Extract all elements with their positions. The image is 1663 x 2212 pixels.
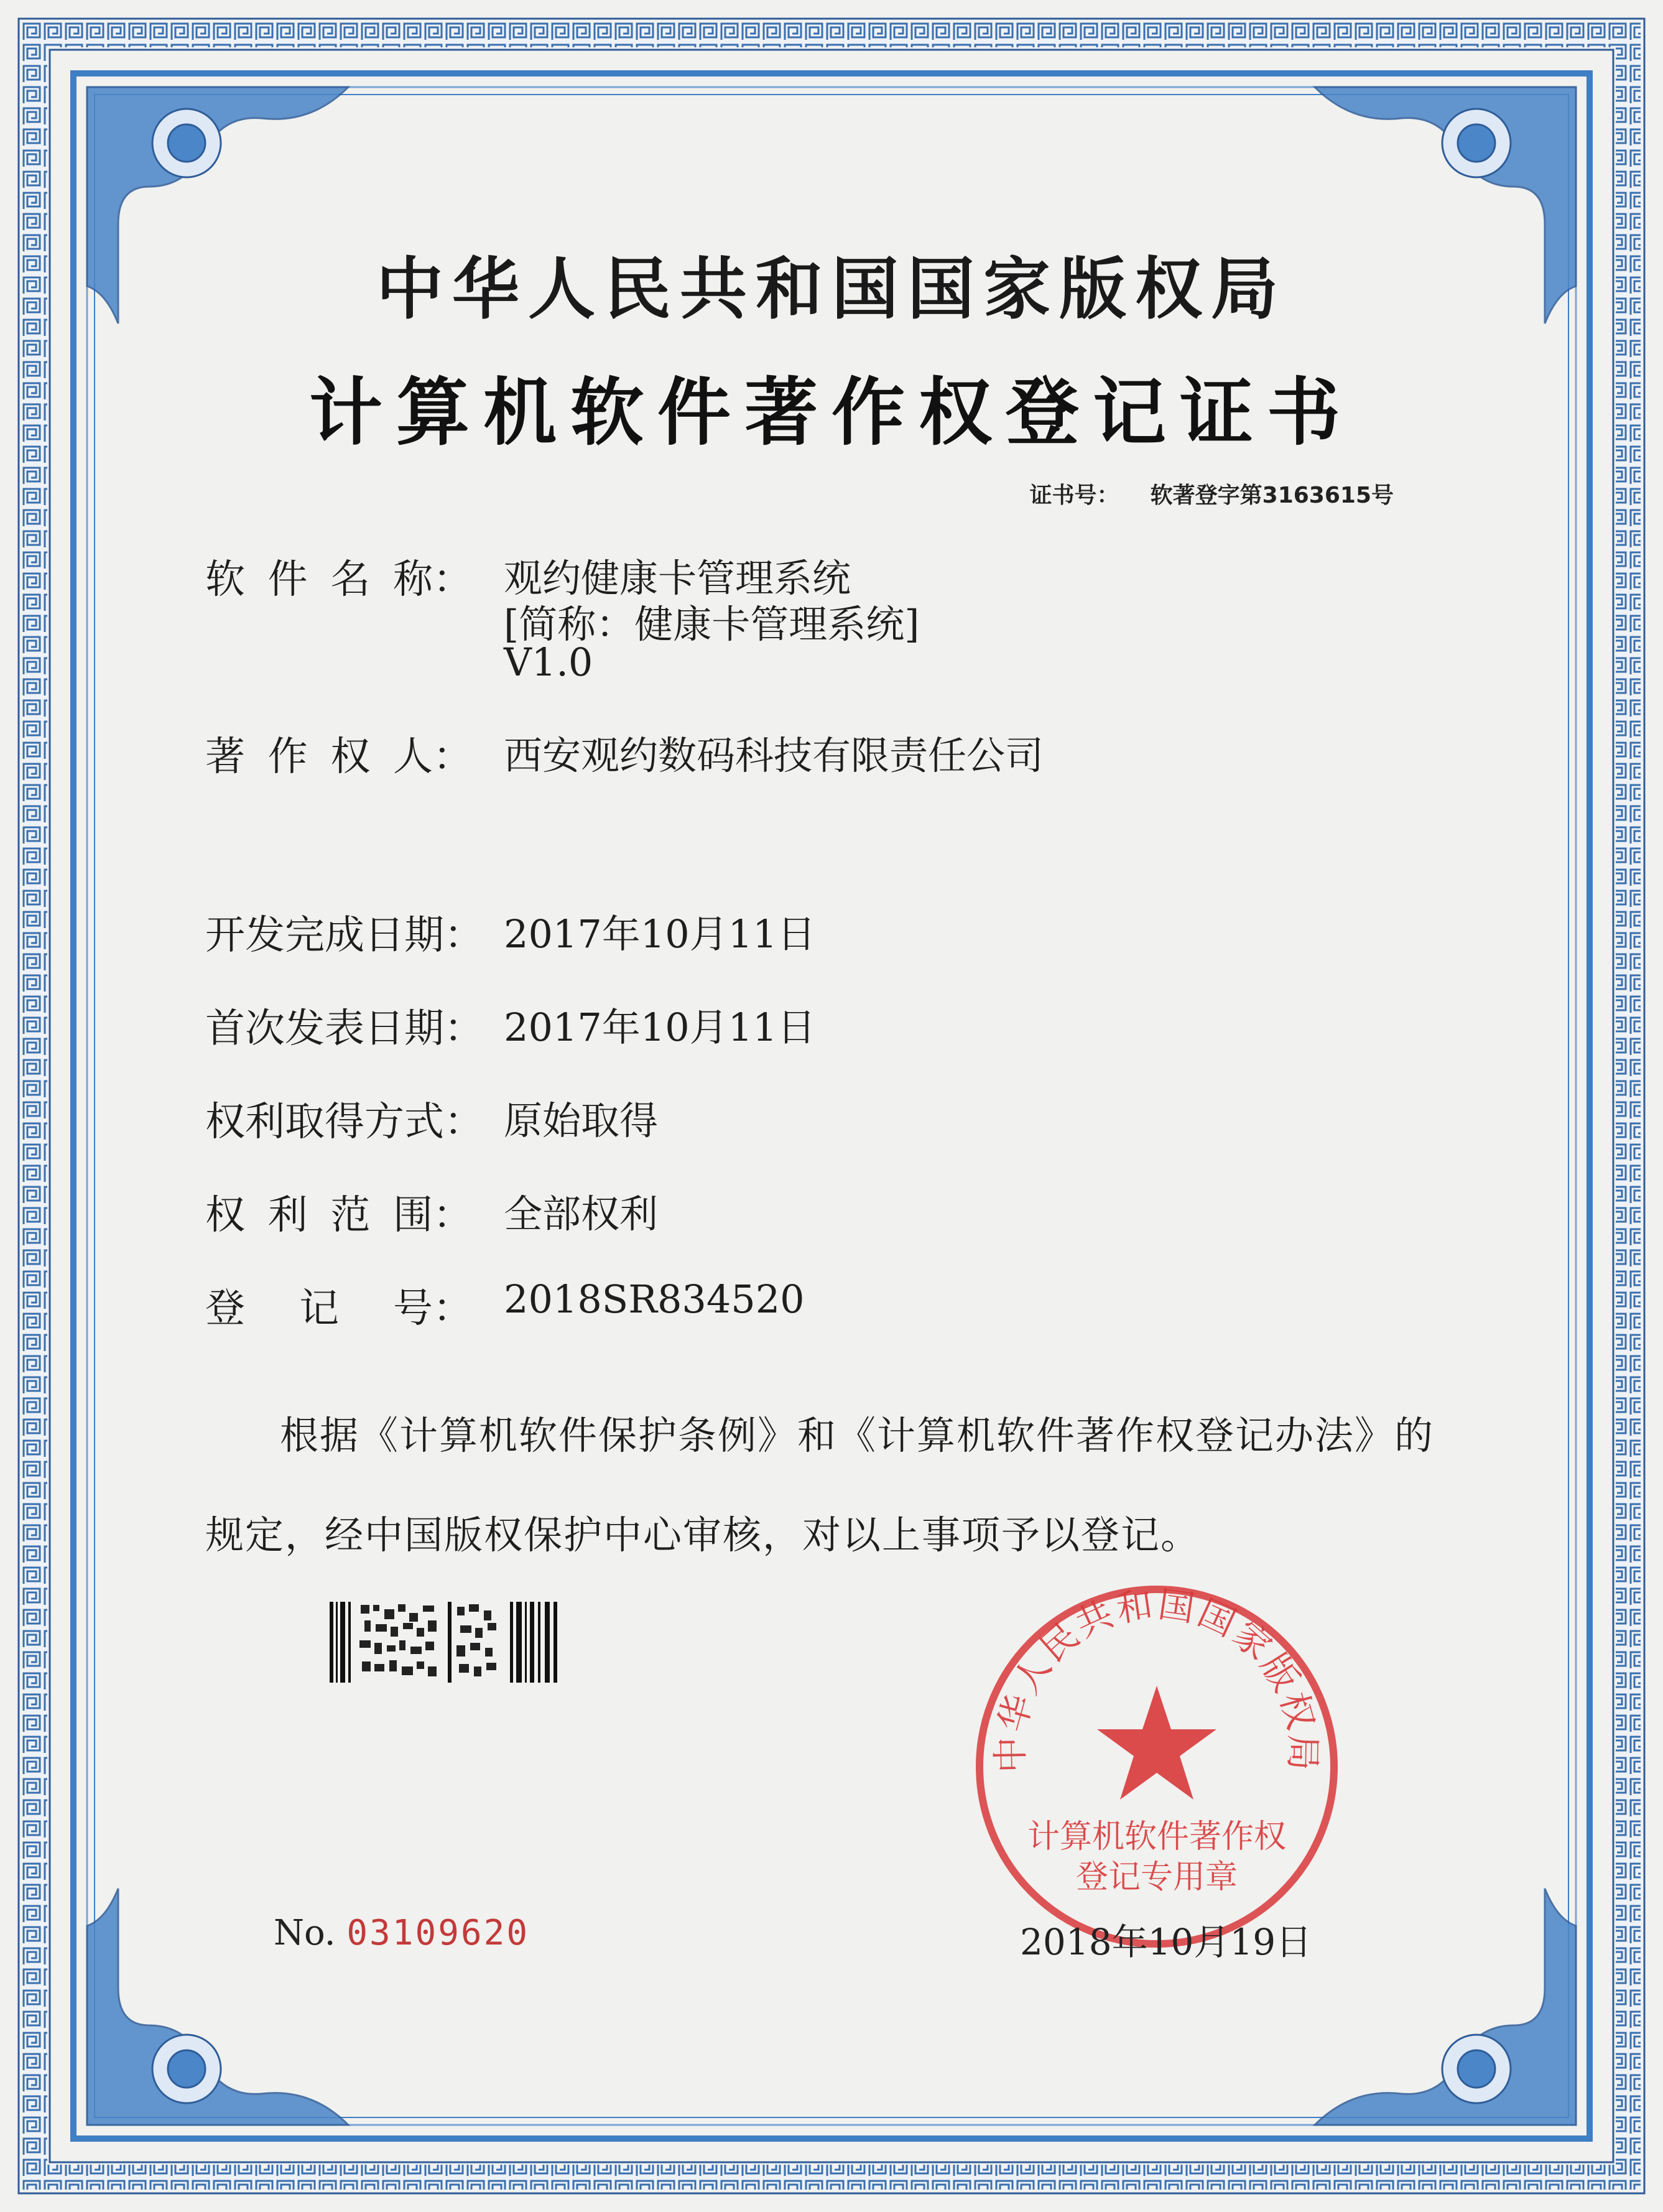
field-label-char: 软	[205, 557, 245, 603]
field-label-char: 表	[325, 1006, 364, 1052]
field-label-char: 名	[330, 557, 371, 603]
field-label-char: 人：	[392, 734, 473, 780]
field-label	[205, 903, 484, 960]
field-value: 2017年10月11日	[504, 1005, 816, 1050]
field-label-char: 成	[325, 913, 364, 959]
statement-line-1: 根据《计算机软件保护条例》和《计算机软件著作权登记办法》的	[280, 1413, 1435, 1458]
field-label	[205, 1183, 473, 1240]
seal-ring-text: 中华人民共和国国家版权局	[989, 1582, 1325, 1773]
field-label-char: 登	[205, 1286, 245, 1332]
field-label-char: 权	[205, 1099, 245, 1145]
field-label	[205, 725, 473, 782]
official-seal	[970, 1580, 1343, 1953]
field-label-char: 称：	[392, 557, 473, 603]
field-label-char: 件	[267, 557, 308, 603]
field-label-char: 式：	[404, 1099, 484, 1145]
seal-line-2: 登记专用章	[1075, 1859, 1238, 1896]
serial-prefix: No.	[274, 1913, 336, 1953]
field-value: 2018SR834520	[504, 1276, 805, 1322]
field-label-char: 日	[364, 1006, 404, 1052]
issuing-authority: 中华人民共和国国家版权局	[376, 251, 1287, 328]
field-label-char: 期：	[404, 913, 484, 959]
field-label-char: 取	[285, 1099, 325, 1145]
corner-ornament-bottom-right	[1315, 1889, 1576, 2125]
field-label-char: 权	[330, 734, 371, 780]
serial-number	[274, 1913, 529, 1953]
seal-line-1: 计算机软件著作权	[1027, 1818, 1287, 1856]
field-label-char: 开	[205, 913, 245, 959]
certificate-number-value: 软著登字第3163615号	[1150, 483, 1394, 508]
field-label-char: 日	[364, 913, 404, 959]
barcode-image	[330, 1602, 560, 1683]
seal-star-icon	[1097, 1686, 1216, 1800]
field-label-char: 完	[285, 913, 325, 959]
field-value: 西安观约数码科技有限责任公司	[504, 733, 1044, 778]
field-label	[205, 547, 473, 605]
field-label-char: 发	[245, 913, 285, 959]
field-value: 全部权利	[504, 1191, 659, 1237]
field-label-char: 利	[267, 1192, 308, 1238]
field-label-char: 作	[267, 734, 308, 780]
field-label-char: 著	[205, 734, 245, 780]
field-label	[205, 997, 484, 1054]
field-value: 2017年10月11日	[504, 911, 816, 957]
certificate-number	[1030, 478, 1394, 509]
field-label-char: 围：	[392, 1192, 473, 1238]
field-label-char: 号：	[393, 1286, 473, 1332]
field-label-char: 记	[299, 1286, 339, 1332]
field-label-char: 首	[205, 1006, 245, 1052]
field-label-char: 发	[285, 1006, 325, 1052]
certificate-number-label: 证书号：	[1029, 483, 1119, 508]
field-value: V1.0	[504, 639, 593, 685]
certificate-title: 计算机软件著作权登记证书	[308, 369, 1354, 455]
field-label-char: 期：	[404, 1006, 484, 1052]
issue-date: 2018年10月19日	[1020, 1921, 1312, 1963]
field-label	[205, 1090, 484, 1147]
field-label-char: 利	[245, 1099, 285, 1145]
serial-number-value: 03109620	[346, 1913, 530, 1953]
field-label-char: 范	[330, 1192, 371, 1238]
field-label	[205, 1276, 473, 1334]
field-value: 原始取得	[504, 1098, 659, 1143]
field-label-char: 方	[364, 1099, 404, 1145]
field-label-char: 次	[245, 1006, 285, 1052]
field-value: [简称：健康卡管理系统]	[504, 602, 920, 647]
field-label-char: 得	[325, 1099, 364, 1145]
statement-line-2: 规定，经中国版权保护中心审核，对以上事项予以登记。	[205, 1512, 1201, 1558]
field-label-char: 权	[205, 1192, 245, 1238]
field-value: 观约健康卡管理系统	[504, 555, 851, 601]
